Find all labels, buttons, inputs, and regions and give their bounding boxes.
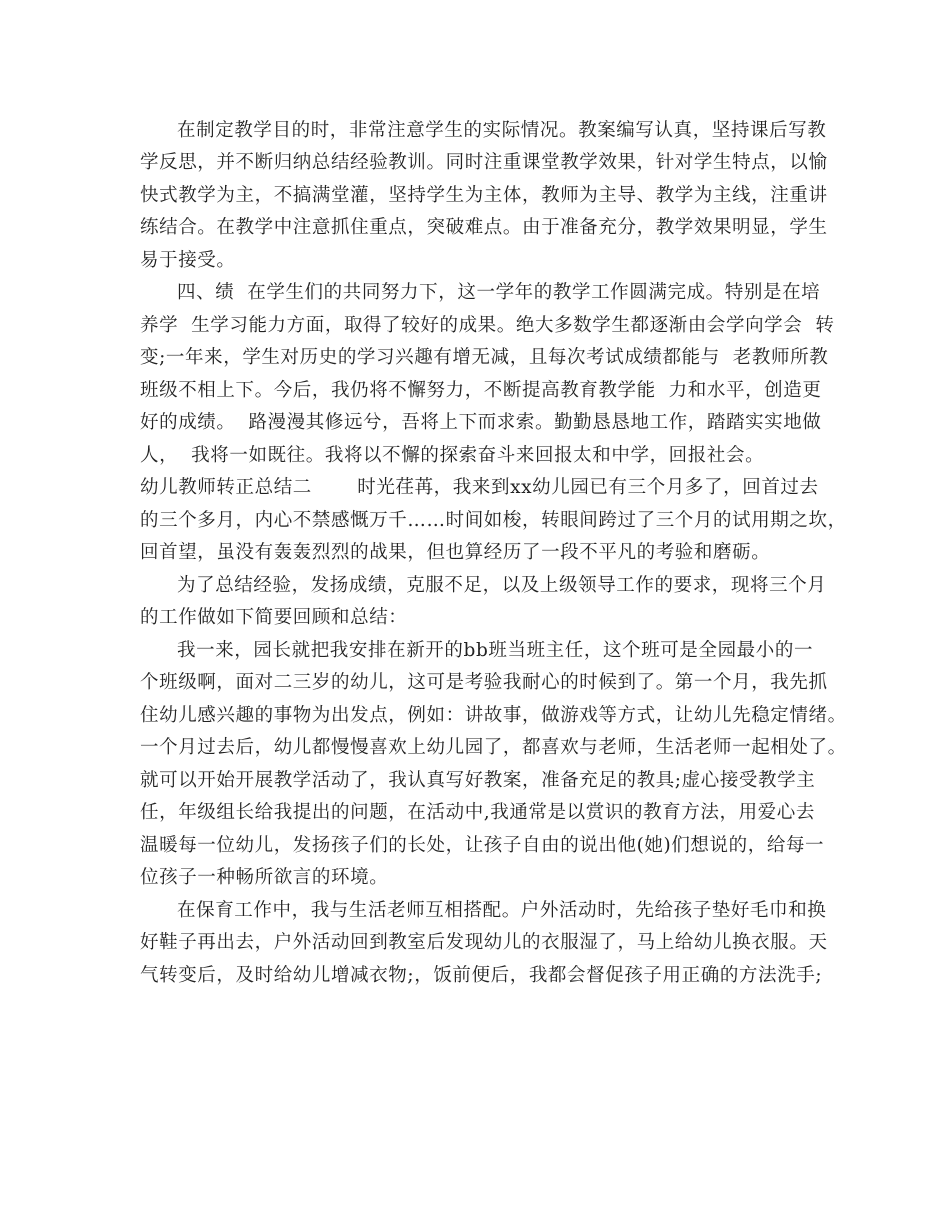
section-heading-line: 幼儿教师转正总结二 时光荏苒，我来到xx幼儿园已有三个月多了，回首过去 [140, 477, 819, 498]
paragraph-line: 温暖每一位幼儿，发扬孩子们的长处，让孩子自由的说出他(她)们想说的，给每一 [140, 835, 825, 856]
paragraph-line: 住幼儿感兴趣的事物为出发点，例如：讲故事，做游戏等方式，让幼儿先稳定情绪。 [140, 705, 847, 726]
paragraph-line: 的工作做如下简要回顾和总结： [140, 607, 408, 628]
paragraph-line: 在保育工作中，我与生活老师互相搭配。户外活动时，先给孩子垫好毛巾和换 [177, 900, 827, 921]
paragraph-line: 班级不相上下。今后，我仍将不懈努力，不断提高教育教学能 力和水平，创造更 [140, 380, 822, 401]
paragraph-line: 的三个多月，内心不禁感慨万千……时间如梭，转眼间跨过了三个月的试用期之坎， [140, 510, 847, 531]
paragraph-line: 易于接受。 [140, 250, 236, 271]
paragraph-line: 练结合。在教学中注意抓住重点，突破难点。由于准备充分，教学效果明显，学生 [140, 217, 828, 238]
paragraph-line: 就可以开始开展教学活动了，我认真写好教案，准备充足的教具;虚心接受教学主 [140, 770, 816, 791]
paragraph-line: 在制定教学目的时，非常注意学生的实际情况。教案编写认真，坚持课后写教 [177, 120, 827, 141]
paragraph-line: 回首望，虽没有轰轰烈烈的战果，但也算经历了一段不平凡的考验和磨砺。 [140, 542, 771, 563]
paragraph-line: 位孩子一种畅所欲言的环境。 [140, 867, 389, 888]
paragraph-line: 任，年级组长给我提出的问题，在活动中,我通常是以赏识的教育方法，用爱心去 [140, 802, 815, 823]
paragraph-line: 一个月过去后，幼儿都慢慢喜欢上幼儿园了，都喜欢与老师，生活老师一起相处了。 [140, 737, 847, 758]
paragraph-line: 好鞋子再出去，户外活动回到教室后发现幼儿的衣服湿了，马上给幼儿换衣服。天 [140, 932, 828, 953]
paragraph-line: 学反思，并不断归纳总结经验教训。同时注重课堂教学效果，针对学生特点，以愉 [140, 152, 828, 173]
paragraph-line: 为了总结经验，发扬成绩，克服不足，以及上级领导工作的要求，现将三个月 [177, 575, 827, 596]
paragraph-line: 四、绩 在学生们的共同努力下，这一学年的教学工作圆满完成。特别是在培 [177, 282, 821, 303]
paragraph-line: 养学 生学习能力方面，取得了较好的成果。绝大多数学生都逐渐由会学向学会 转 [140, 315, 835, 336]
paragraph-line: 我一来，园长就把我安排在新开的bb班当班主任，这个班可是全园最小的一 [177, 640, 814, 661]
paragraph-line: 快式教学为主，不搞满堂灌，坚持学生为主体，教师为主导、教学为主线，注重讲 [140, 185, 828, 206]
paragraph-line: 变;一年来，学生对历史的学习兴趣有增无减，且每次考试成绩都能与 老教师所教 [140, 347, 829, 368]
paragraph-line: 气转变后，及时给幼儿增减衣物;，饭前便后，我都会督促孩子用正确的方法洗手; [140, 965, 823, 986]
paragraph-line: 好的成绩。 路漫漫其修远兮，吾将上下而求索。勤勤恳恳地工作，踏踏实实地做 [140, 412, 822, 433]
paragraph-line: 人， 我将一如既往。我将以不懈的探索奋斗来回报太和中学，回报社会。 [140, 445, 765, 466]
paragraph-line: 个班级啊，面对二三岁的幼儿，这可是考验我耐心的时候到了。第一个月，我先抓 [140, 672, 828, 693]
